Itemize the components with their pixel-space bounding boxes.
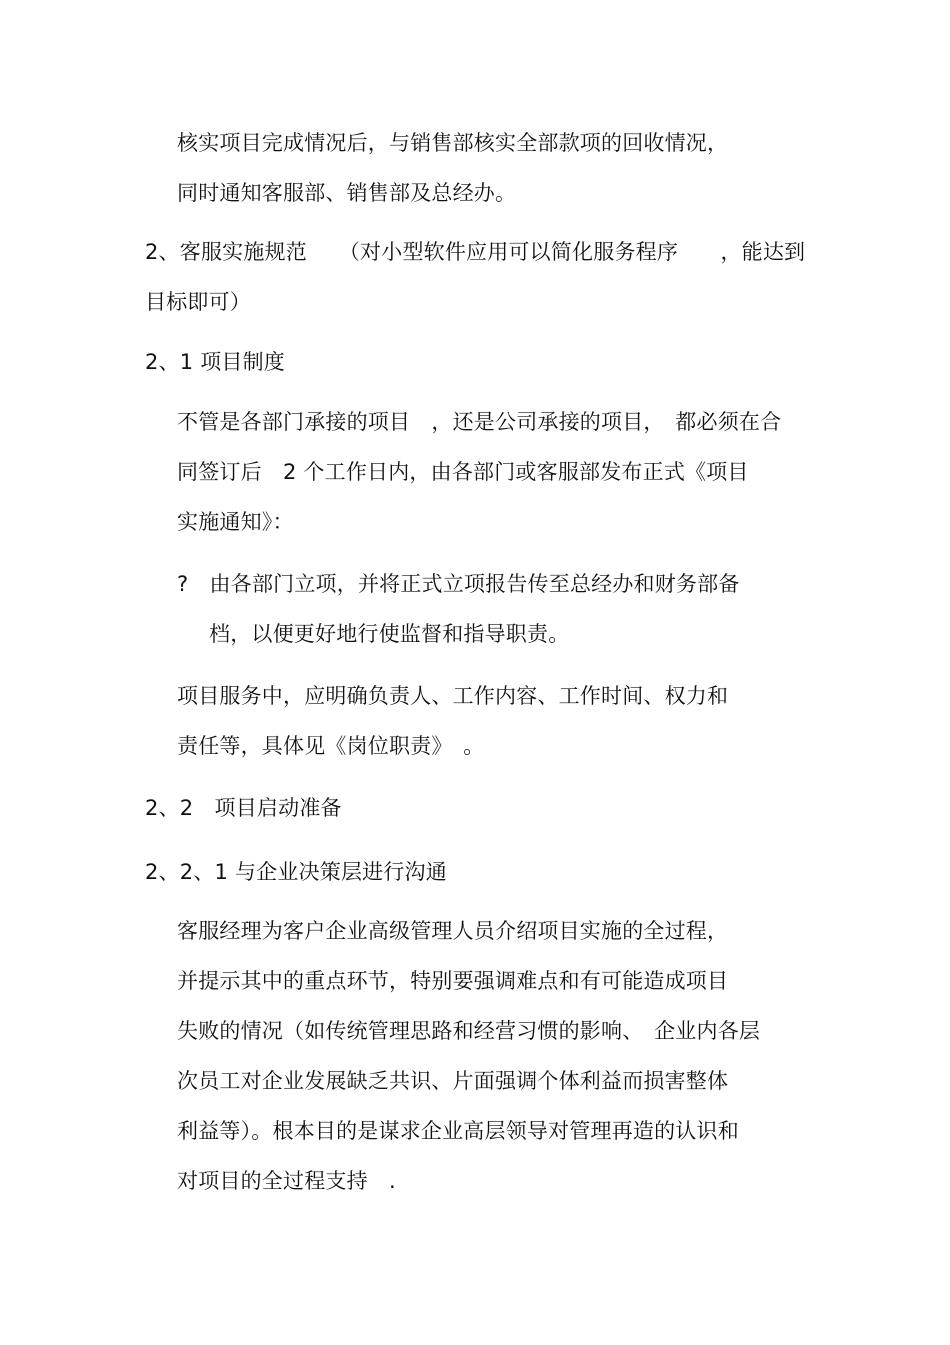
body-text-line: 同时通知客服部、销售部及总经办。	[177, 181, 517, 205]
body-text-line: 责任等，具体见《岗位职责》 。	[177, 734, 485, 758]
body-text-line: 次员工对企业发展缺乏共识、片面强调个体利益而损害整体	[177, 1069, 729, 1093]
body-text-line: 客服经理为客户企业高级管理人员介绍项目实施的全过程，	[177, 919, 729, 943]
subsection-heading: 2、1 项目制度	[145, 350, 285, 374]
body-text-line: 项目服务中，应明确负责人、工作内容、工作时间、权力和	[177, 684, 729, 708]
body-text-line: 同签订后 2 个工作日内，由各部门或客服部发布正式《项目	[177, 460, 749, 484]
body-text-line: 核实项目完成情况后，与销售部核实全部款项的回收情况，	[177, 131, 729, 155]
body-text-line: 对项目的全过程支持 .	[177, 1169, 396, 1193]
section-heading: 2、客服实施规范 （对小型软件应用可以简化服务程序 ，能达到	[145, 240, 806, 264]
bullet-item-continuation: 档，以便更好地行使监督和指导职责。	[209, 622, 570, 646]
bullet-item: ? 由各部门立项，并将正式立项报告传至总经办和财务部备	[177, 572, 740, 596]
body-text-line: 实施通知》：	[177, 510, 294, 534]
body-text-line: 不管是各部门承接的项目 ，还是公司承接的项目， 都必须在合	[177, 410, 782, 434]
body-text-line: 失败的情况（如传统管理思路和经营习惯的影响、 企业内各层	[177, 1019, 761, 1043]
body-text-line: 并提示其中的重点环节，特别要强调难点和有可能造成项目	[177, 969, 729, 993]
subsection-heading: 2、2、1 与企业决策层进行沟通	[145, 860, 447, 884]
body-text-line: 利益等）。根本目的是谋求企业高层领导对管理再造的认识和	[177, 1119, 739, 1143]
subsection-heading: 2、2 项目启动准备	[145, 796, 342, 820]
section-heading-continuation: 目标即可）	[145, 290, 251, 314]
